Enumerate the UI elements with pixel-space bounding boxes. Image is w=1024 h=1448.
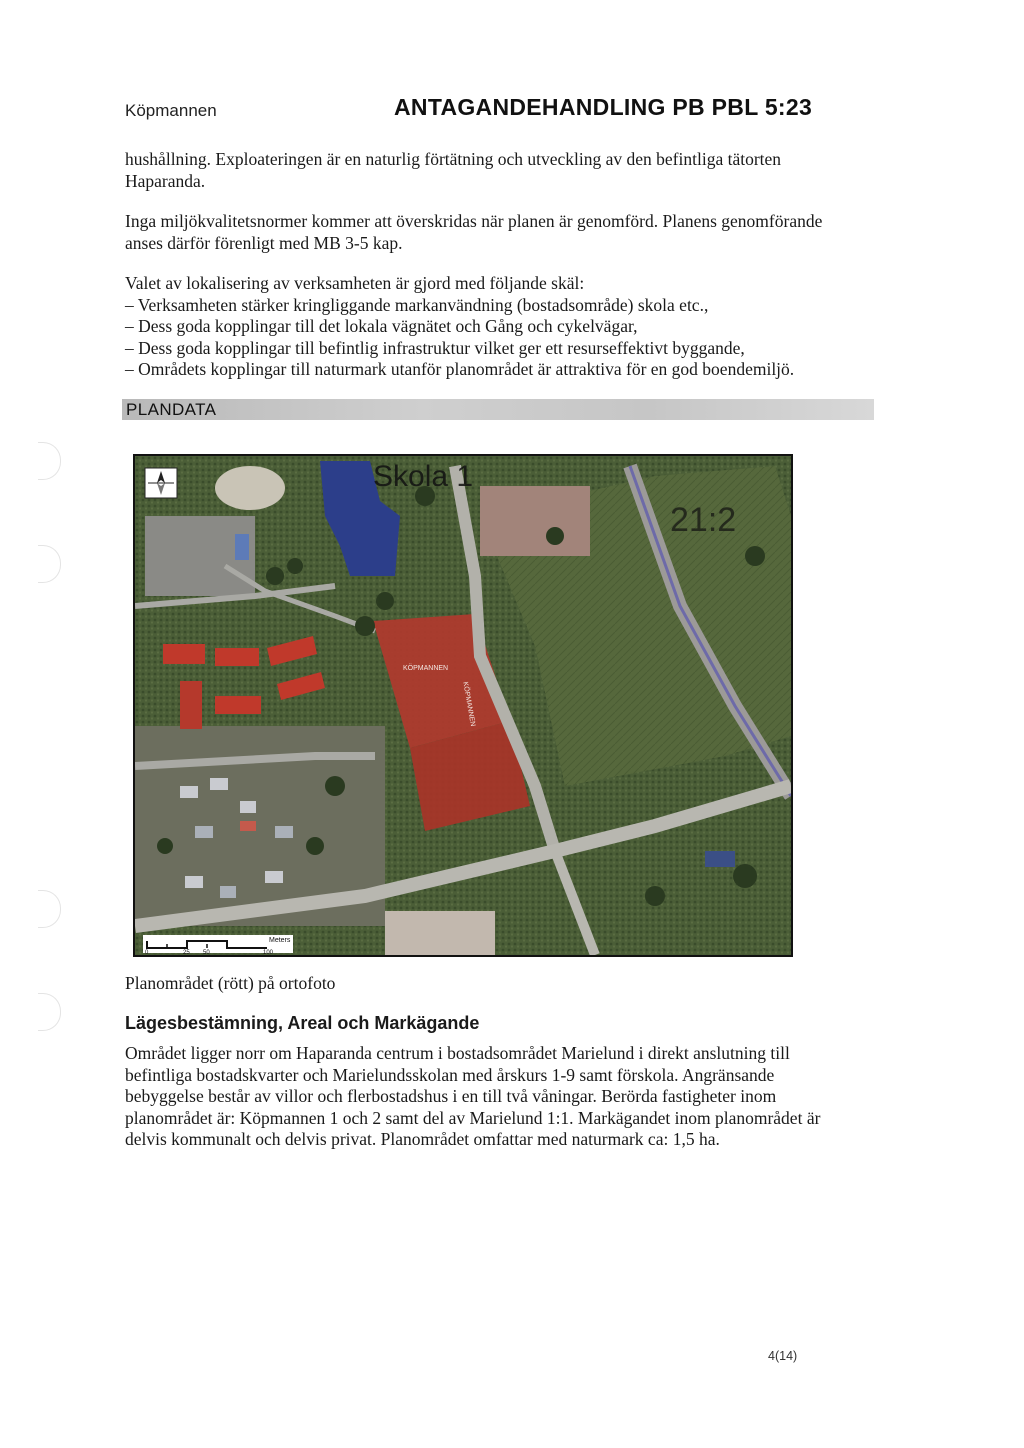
text-line: bebyggelse består av villor och flerbostadshus i en till två våningar. Berörda fastigheter inom [125, 1086, 777, 1106]
map-label-skola: Skola 1 [373, 460, 474, 493]
roof [163, 644, 205, 664]
paragraph-lokalisering [125, 273, 860, 381]
text-line: Området ligger norr om Haparanda centrum i bostadsområdet Marielund i direkt anslutning till [125, 1043, 790, 1063]
section-bar [122, 399, 874, 420]
punch-hole [38, 890, 61, 928]
map-caption: Planområdet (rött) på ortofoto [125, 973, 336, 993]
section-heading: Lägesbestämning, Areal och Markägande [125, 1013, 480, 1033]
text-line: anses därför förenligt med MB 3-5 kap. [125, 232, 403, 253]
map-label-parcel: 21:2 [670, 501, 737, 539]
header-document-title: ANTAGANDEHANDLING PB PBL 5:23 [394, 94, 813, 120]
scale-bar [143, 935, 293, 955]
plandata-heading: PLANDATA [126, 400, 217, 419]
text-line: hushållning. Exploateringen är en naturlig förtätning och utveckling av den befintliga tätorten [125, 149, 782, 169]
text-line: Inga miljökvalitetsnormer kommer att överskridas när planen är genomförd. Planens genomförande [125, 211, 823, 231]
map-label-kopmannen-2: KÖPMANNEN [461, 681, 477, 727]
text-line: Valet av lokalisering av verksamheten är gjord med följande skäl: [125, 273, 585, 293]
scale-tick: 0 [145, 950, 149, 955]
orthophoto-map [133, 454, 793, 957]
paragraph-lagesbestamning [125, 1043, 865, 1151]
paragraph-miljokvalitet [125, 211, 860, 254]
list-item: – Dess goda kopplingar till det lokala vägnätet och Gång och cykelvägar, [125, 316, 638, 336]
page-number: 4(14) [768, 1349, 798, 1363]
text-line: Haparanda. [125, 170, 206, 191]
scale-tick: 50 [203, 950, 210, 955]
header-document-name: Köpmannen [125, 101, 217, 120]
sports-field [215, 466, 285, 510]
scale-tick: 25 [183, 950, 190, 955]
roof [180, 681, 202, 729]
list-item: – Dess goda kopplingar till befintlig infrastruktur vilket ger ett resurseffektivt byggande, [125, 337, 745, 358]
punch-hole [38, 545, 61, 583]
list-item: – Verksamheten stärker kringliggande markanvändning (bostadsområde) skola etc., [125, 294, 709, 315]
scale-tick: 100 [263, 950, 274, 955]
text-line: planområdet är: Köpmannen 1 och 2 samt del av Marielund 1:1. Markägandet inom planområdet är [125, 1107, 821, 1128]
school-yard [480, 486, 590, 556]
list-item: – Områdets kopplingar till naturmark utanför planområdet är attraktiva för en god boendemiljö. [125, 359, 795, 379]
field-bottom [385, 911, 495, 955]
paragraph-hushallning [125, 149, 860, 192]
map-label-kopmannen-1: KÖPMANNEN [403, 665, 449, 672]
text-line: befintliga bostadskvarter och Marielundsskolan med årskurs 1-9 samt förskola. Angränsande [125, 1064, 775, 1085]
compass-icon [145, 468, 177, 498]
punch-hole [38, 993, 61, 1031]
roof [215, 648, 259, 666]
roof [215, 696, 261, 714]
scale-unit: Meters [269, 937, 291, 944]
punch-hole [38, 442, 61, 480]
map-graphic [135, 456, 791, 955]
text-line: delvis kommunalt och delvis privat. Planområdet omfattar med naturmark ca: 1,5 ha. [125, 1129, 720, 1149]
